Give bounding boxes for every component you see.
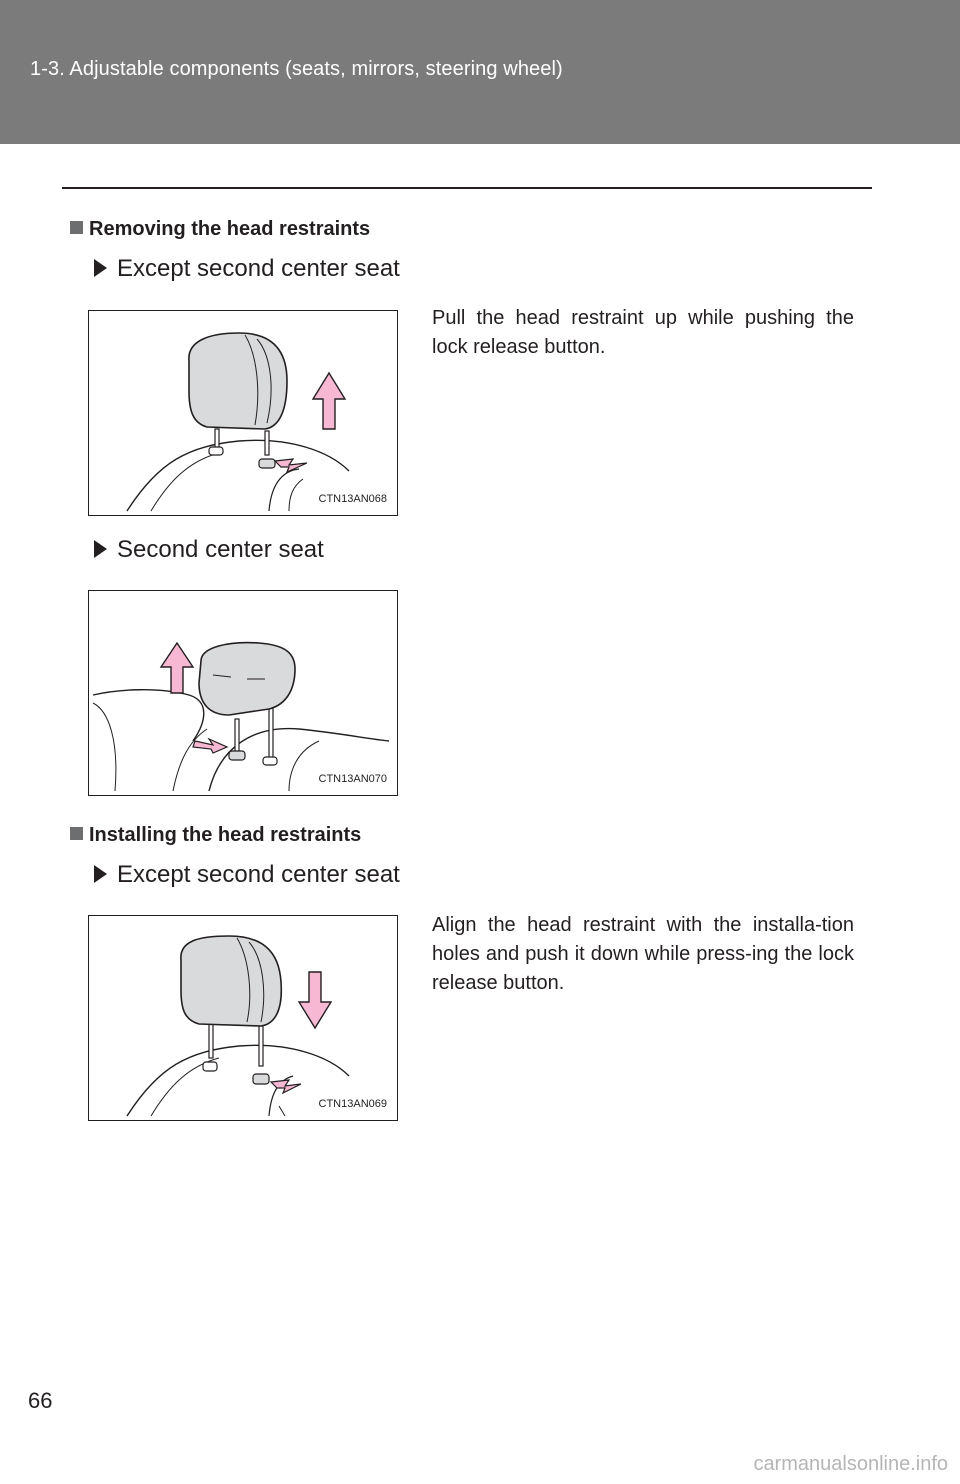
- installing-heading-text: Installing the head restraints: [89, 824, 362, 846]
- remove-center-headrest-illustration: [89, 591, 397, 795]
- square-bullet-icon: [70, 221, 83, 234]
- removing-center-heading: [94, 536, 324, 564]
- install-headrest-illustration: [89, 916, 397, 1120]
- chapter-title: 1-3. Adjustable components (seats, mirrors, steering wheel): [30, 58, 563, 80]
- installing-except-text: Align the head restraint with the installa-tion holes and push it down while press-ing the lock release button.: [432, 914, 854, 994]
- removing-except-label: Except second center seat: [117, 255, 400, 282]
- triangle-bullet-icon: [94, 540, 107, 558]
- square-bullet-icon: [70, 827, 83, 840]
- installing-except-label: Except second center seat: [117, 861, 400, 888]
- figure-remove-headrest: [88, 310, 398, 516]
- triangle-bullet-icon: [94, 865, 107, 883]
- triangle-bullet-icon: [94, 259, 107, 277]
- removing-heading-text: Removing the head restraints: [89, 218, 371, 240]
- figure-code: CTN13AN070: [318, 773, 387, 785]
- removing-heading: [70, 218, 370, 241]
- removing-center-label: Second center seat: [117, 536, 324, 563]
- watermark: carmanualsonline.info: [753, 1453, 948, 1475]
- installing-heading: [70, 824, 361, 847]
- remove-headrest-illustration: [89, 311, 397, 515]
- page-header: [0, 0, 960, 144]
- page-number: 66: [28, 1388, 53, 1413]
- figure-install-headrest: [88, 915, 398, 1121]
- removing-except-heading: [94, 255, 400, 283]
- figure-code: CTN13AN069: [318, 1098, 387, 1110]
- installing-except-heading: [94, 861, 400, 889]
- figure-remove-center-headrest: [88, 590, 398, 796]
- figure-code: CTN13AN068: [318, 493, 387, 505]
- removing-except-text: Pull the head restraint up while pushing the lock release button.: [432, 307, 854, 358]
- header-rule: [62, 187, 872, 189]
